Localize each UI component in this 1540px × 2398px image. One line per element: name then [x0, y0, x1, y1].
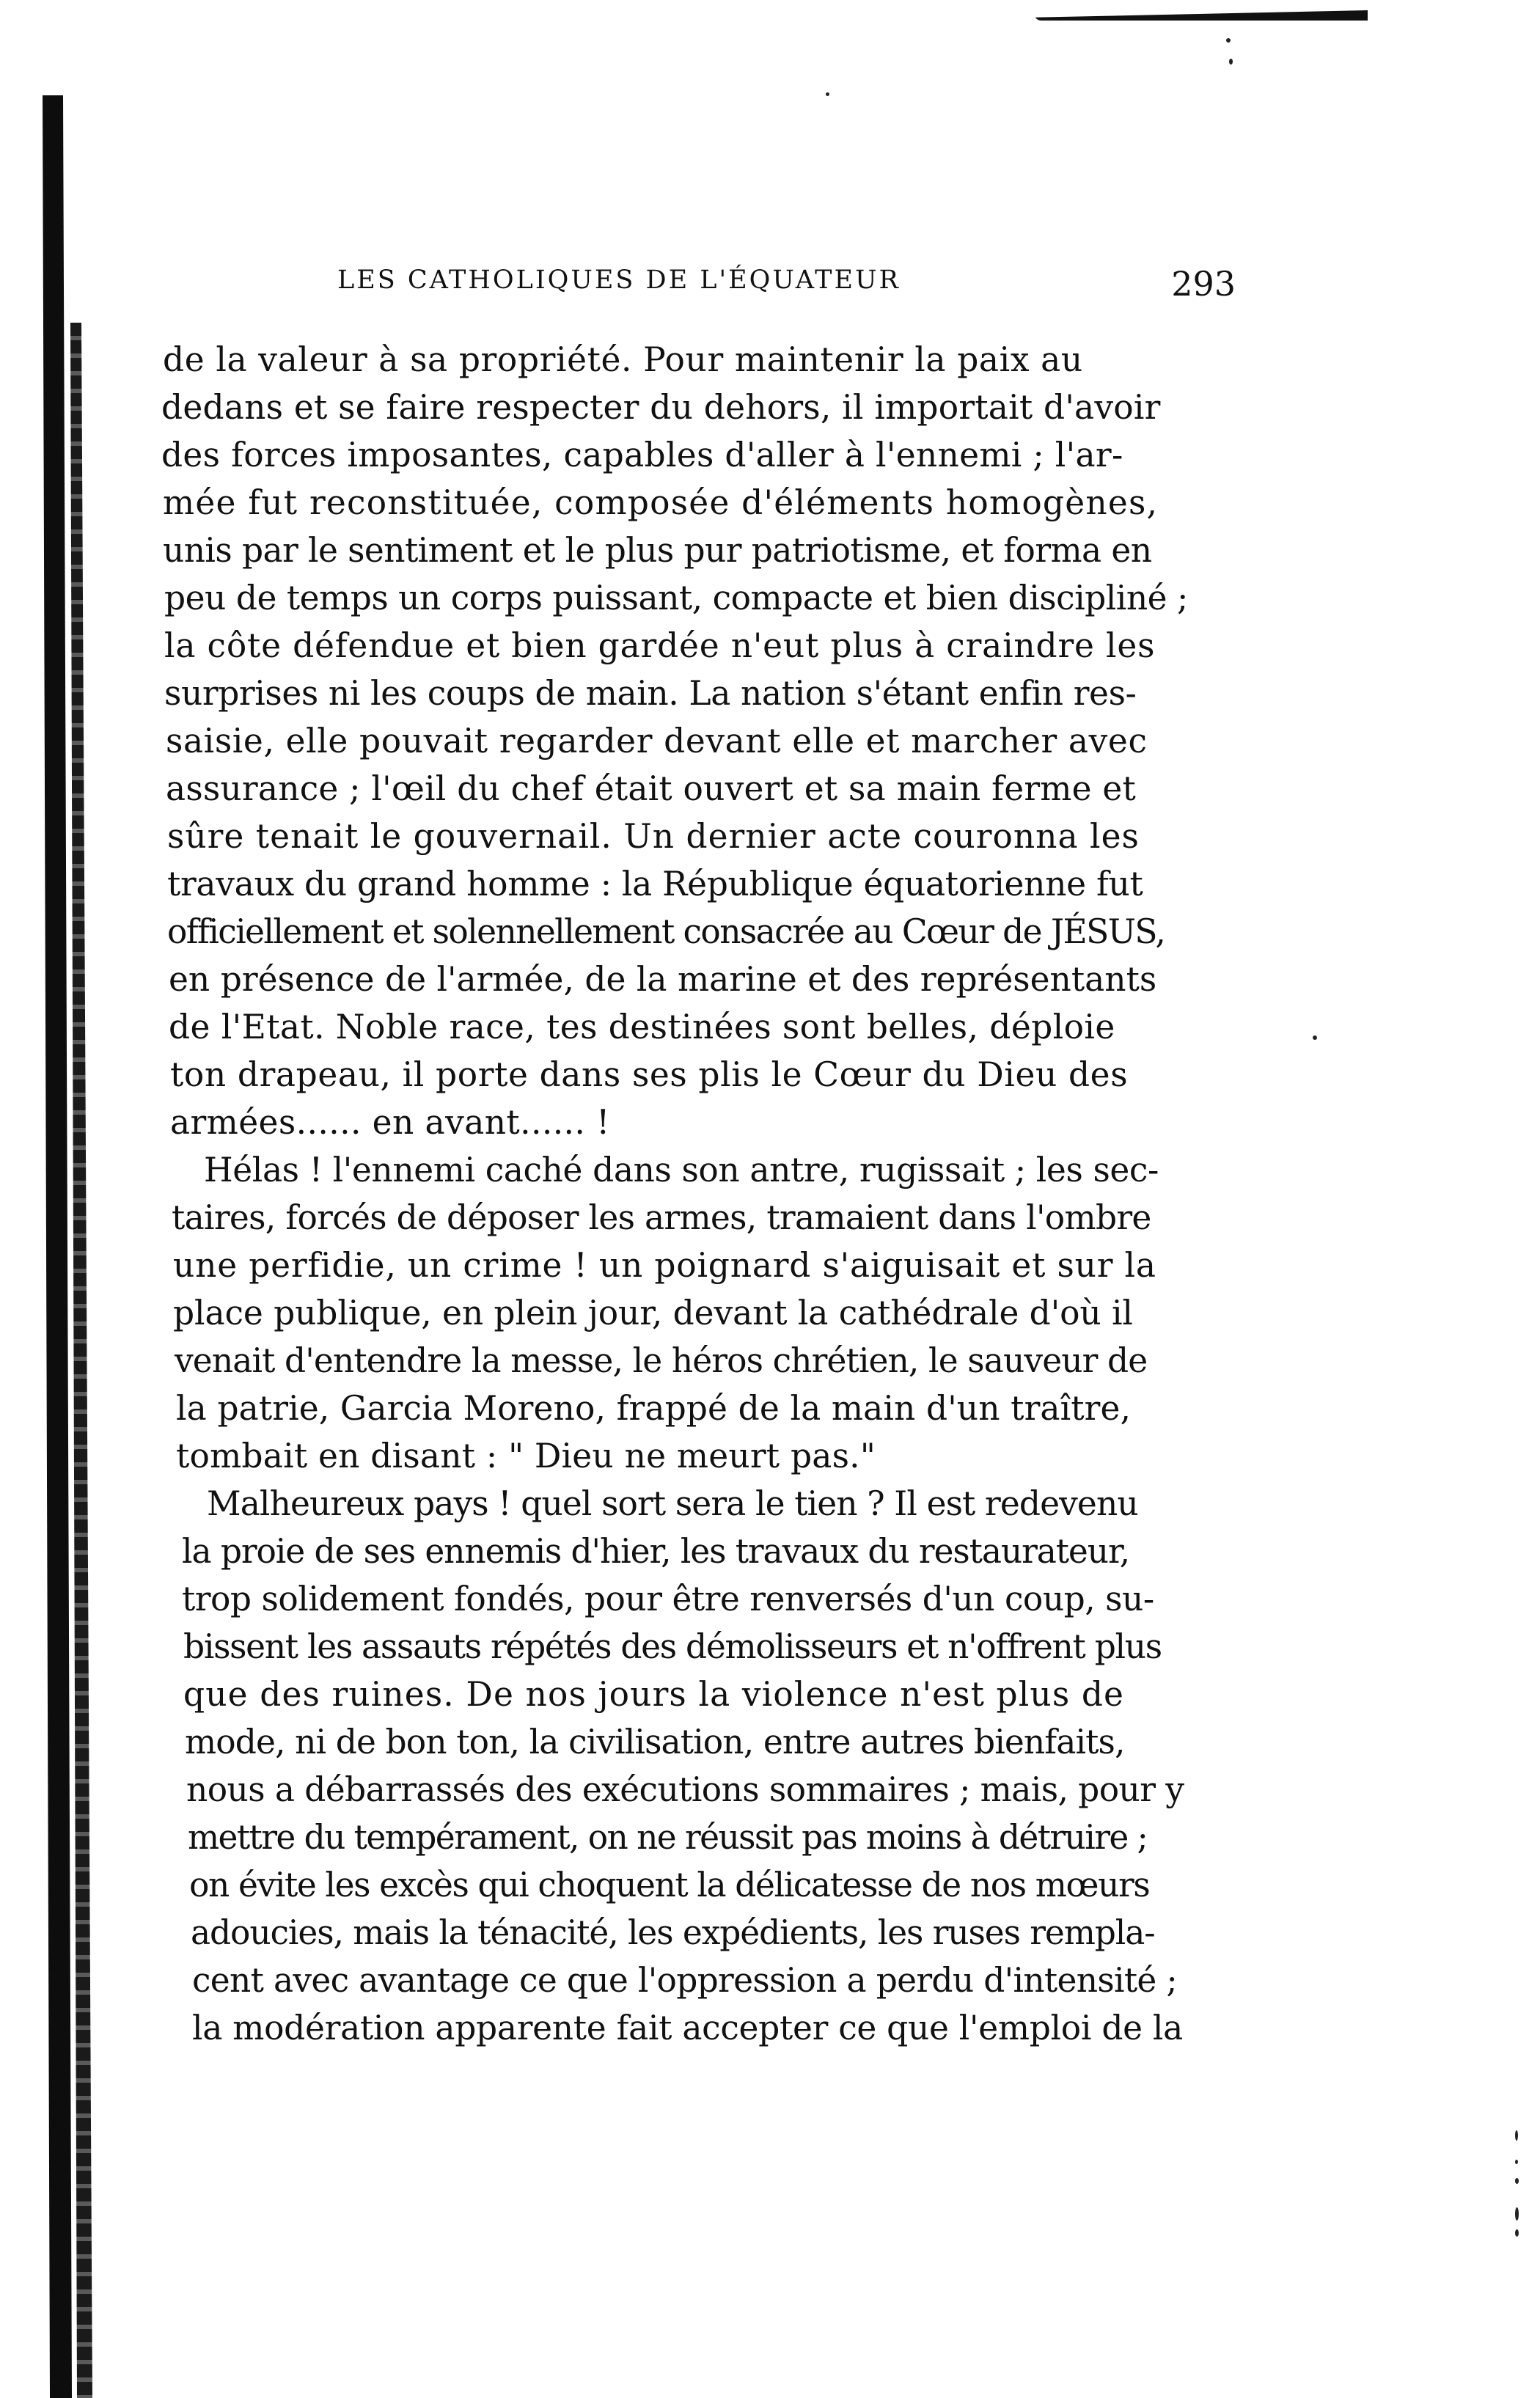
text-line: trop solidement fondés, pour être renversés d'un coup, su- — [182, 1580, 1154, 1618]
text-line: venait d'entendre la messe, le héros chrétien, le sauveur de — [175, 1341, 1148, 1380]
text-line: nous a débarrassés des exécutions sommaires ; mais, pour y — [186, 1770, 1184, 1809]
text-line: travaux du grand homme : la République équatorienne fut — [167, 865, 1143, 903]
text-line: Malheureux pays ! quel sort sera le tien ? Il est redevenu — [207, 1484, 1138, 1523]
text-line: place publique, en plein jour, devant la cathédrale d'où il — [173, 1294, 1133, 1332]
text-line: ton drapeau, il porte dans ses plis le Cœur du Dieu des — [170, 1055, 1129, 1094]
text-line: la côte défendue et bien gardée n'eut plus à craindre les — [164, 626, 1156, 665]
text-line: de la valeur à sa propriété. Pour maintenir la paix au — [163, 340, 1083, 379]
text-line: unis par le sentiment et le plus pur patriotisme, et forma en — [163, 531, 1152, 570]
text-line: saisie, elle pouvait regarder devant elle et marcher avec — [166, 722, 1148, 760]
scan-speck — [1515, 2178, 1519, 2184]
text-line: surprises ni les coups de main. La nation s'étant enfin res- — [164, 674, 1137, 713]
running-head — [337, 265, 1236, 309]
text-line: officiellement et solennellement consacrée au Cœur de JÉSUS, — [167, 912, 1165, 951]
scan-speck — [1515, 2160, 1518, 2164]
text-line: la modération apparente fait accepter ce que l'emploi de la — [192, 2009, 1184, 2047]
scan-speck — [1313, 1035, 1317, 1040]
text-line: en présence de l'armée, de la marine et des représentants — [169, 960, 1157, 999]
scan-speck — [1515, 2229, 1519, 2237]
text-line: cent avec avantage ce que l'oppression a perdu d'intensité ; — [192, 1961, 1178, 2000]
text-line: mée fut reconstituée, composée d'éléments homogènes, — [163, 483, 1159, 522]
text-line: armées...... en avant...... ! — [170, 1103, 610, 1142]
text-line: tombait en disant : " Dieu ne meurt pas." — [176, 1437, 876, 1475]
text-line: de l'Etat. Noble race, tes destinées sont belles, déploie — [169, 1008, 1115, 1046]
text-line: mettre du tempérament, on ne réussit pas moins à détruire ; — [188, 1818, 1148, 1857]
text-line: taires, forcés de déposer les armes, tramaient dans l'ombre — [172, 1198, 1151, 1237]
scan-speck — [1229, 59, 1233, 65]
text-line: adoucies, mais la ténacité, les expédients, les ruses rempla- — [191, 1913, 1155, 1952]
text-line: que des ruines. De nos jours la violence n'est plus de — [183, 1675, 1125, 1714]
text-line: assurance ; l'œil du chef était ouvert et sa main ferme et — [166, 769, 1137, 808]
scan-top-rule — [1034, 10, 1368, 21]
scan-speck — [1226, 38, 1231, 43]
scan-speck — [1515, 2130, 1518, 2141]
scan-binding-shadow — [43, 95, 72, 2398]
page-number: 293 — [1171, 264, 1236, 304]
text-line: la proie de ses ennemis d'hier, les travaux du restaurateur, — [182, 1532, 1129, 1571]
text-line: dedans et se faire respecter du dehors, il importait d'avoir — [161, 388, 1161, 427]
text-line: bissent les assauts répétés des démolisseurs et n'offrent plus — [183, 1627, 1162, 1666]
scan-binding-texture — [70, 323, 92, 2398]
text-line: des forces imposantes, capables d'aller à l'ennemi ; l'ar- — [161, 436, 1123, 474]
text-line: une perfidie, un crime ! un poignard s'aiguisait et sur la — [173, 1246, 1156, 1285]
text-line: la patrie, Garcia Moreno, frappé de la main d'un traître, — [176, 1389, 1132, 1428]
text-line: mode, ni de bon ton, la civilisation, entre autres bienfaits, — [185, 1723, 1125, 1761]
text-line: sûre tenait le gouvernail. Un dernier acte couronna les — [167, 817, 1140, 856]
text-line: peu de temps un corps puissant, compacte et bien discipliné ; — [164, 579, 1188, 617]
text-line: on évite les excès qui choquent la délicatesse de nos mœurs — [189, 1866, 1150, 1904]
scan-speck — [826, 92, 829, 96]
running-title: LES CATHOLIQUES DE L'ÉQUATEUR — [337, 265, 901, 295]
text-line: Hélas ! l'ennemi caché dans son antre, rugissait ; les sec- — [204, 1151, 1159, 1189]
scan-speck — [1515, 2207, 1519, 2221]
